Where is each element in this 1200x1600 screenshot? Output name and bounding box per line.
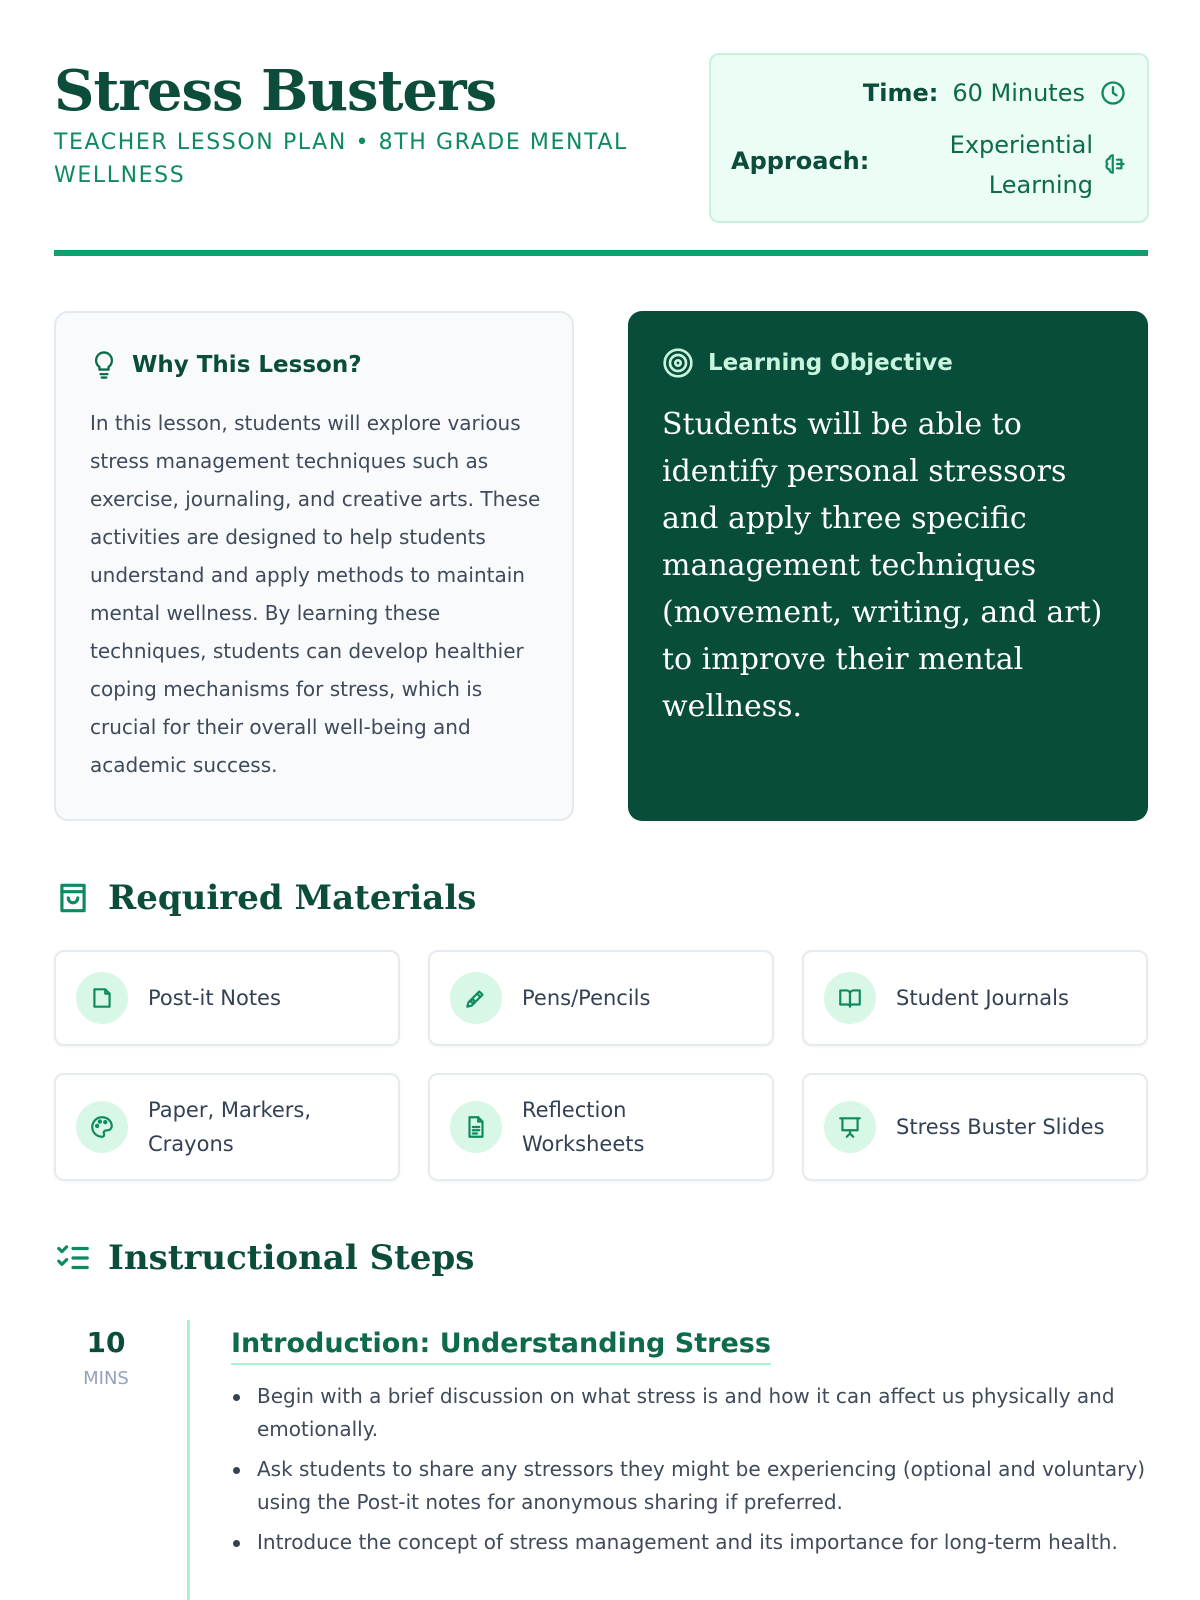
page-subtitle: TEACHER LESSON PLAN • 8TH GRADE MENTAL WELLNESS: [54, 130, 628, 188]
step-bullet: Ask students to share any stressors they might be experiencing (optional and voluntary) using the Post-it notes for anonymous sharing if preferred.: [231, 1453, 1151, 1519]
time-value: 60 Minutes: [952, 79, 1085, 107]
sticky-note-icon: [89, 985, 115, 1011]
materials-title: Required Materials: [108, 878, 477, 918]
material-label: Student Journals: [896, 986, 1069, 1010]
why-lesson-heading: [90, 349, 362, 381]
lesson-plan-page: [54, 0, 1148, 1600]
learning-objective-title: Learning Objective: [708, 350, 953, 376]
material-item: [54, 1073, 400, 1181]
material-icon-circle: [76, 1101, 128, 1153]
brain-icon: [1103, 151, 1129, 177]
material-label: Post-it Notes: [148, 986, 281, 1010]
material-icon-circle: [824, 972, 876, 1024]
target-icon: [662, 347, 694, 379]
pen-icon: [463, 985, 489, 1011]
materials-heading: [54, 878, 476, 918]
step-duration-value: 10: [86, 1326, 126, 1359]
step-timeline: [187, 1320, 190, 1600]
step-duration: [54, 1323, 158, 1393]
material-icon-circle: [450, 972, 502, 1024]
material-item: [802, 1073, 1148, 1181]
material-item: [54, 950, 400, 1046]
presentation-icon: [837, 1114, 863, 1140]
time-label: Time:: [862, 79, 939, 107]
learning-objective-body: Students will be able to identify personal stressors and apply three specific management techniques (movement, writing, and art) to improve their mental wellness.: [662, 407, 1103, 724]
palette-icon: [89, 1114, 115, 1140]
steps-heading: [54, 1238, 474, 1278]
material-label: Stress Buster Slides: [896, 1115, 1105, 1139]
step-bullet: Introduce the concept of stress management and its importance for long-term health.: [231, 1526, 1151, 1559]
material-item: [428, 1073, 774, 1181]
why-lesson-card: [54, 311, 574, 821]
step-duration-unit: MINS: [83, 1368, 129, 1389]
lesson-meta-box: [709, 53, 1149, 223]
material-item: [428, 950, 774, 1046]
clock-icon: [1099, 79, 1127, 107]
why-lesson-body: In this lesson, students will explore various stress management techniques such as exercise, journaling, and creative arts. These activities are designed to help students understand and apply methods to maintain mental wellness. By learning these techniques, students can develop healthier coping mechanisms for stress, which is crucial for their overall well-being and academic success.: [90, 411, 541, 777]
approach-value: Experiential Learning: [949, 131, 1093, 199]
learning-objective-heading: [662, 347, 953, 379]
lightbulb-icon: [90, 349, 118, 381]
material-icon-circle: [76, 972, 128, 1024]
step-bullet-list: [231, 1380, 1151, 1566]
step-bullet: Begin with a brief discussion on what stress is and how it can affect us physically and emotionally.: [231, 1380, 1151, 1446]
book-open-icon: [837, 985, 863, 1011]
header-divider: [54, 250, 1148, 256]
document-icon: [463, 1114, 489, 1140]
approach-label: Approach:: [731, 147, 870, 175]
page-title: Stress Busters: [54, 58, 497, 124]
checklist-icon: [54, 1239, 92, 1277]
why-lesson-title: Why This Lesson?: [132, 352, 362, 378]
time-row: [863, 79, 1127, 107]
steps-title: Instructional Steps: [108, 1238, 475, 1278]
material-label: Reflection Worksheets: [522, 1098, 645, 1156]
step-title: Introduction: Understanding Stress: [231, 1325, 771, 1365]
shopping-bag-icon: [54, 879, 92, 917]
material-item: [802, 950, 1148, 1046]
learning-objective-card: [628, 311, 1148, 821]
material-label: Paper, Markers, Crayons: [148, 1098, 312, 1156]
material-icon-circle: [824, 1101, 876, 1153]
material-icon-circle: [450, 1101, 502, 1153]
material-label: Pens/Pencils: [522, 986, 651, 1010]
